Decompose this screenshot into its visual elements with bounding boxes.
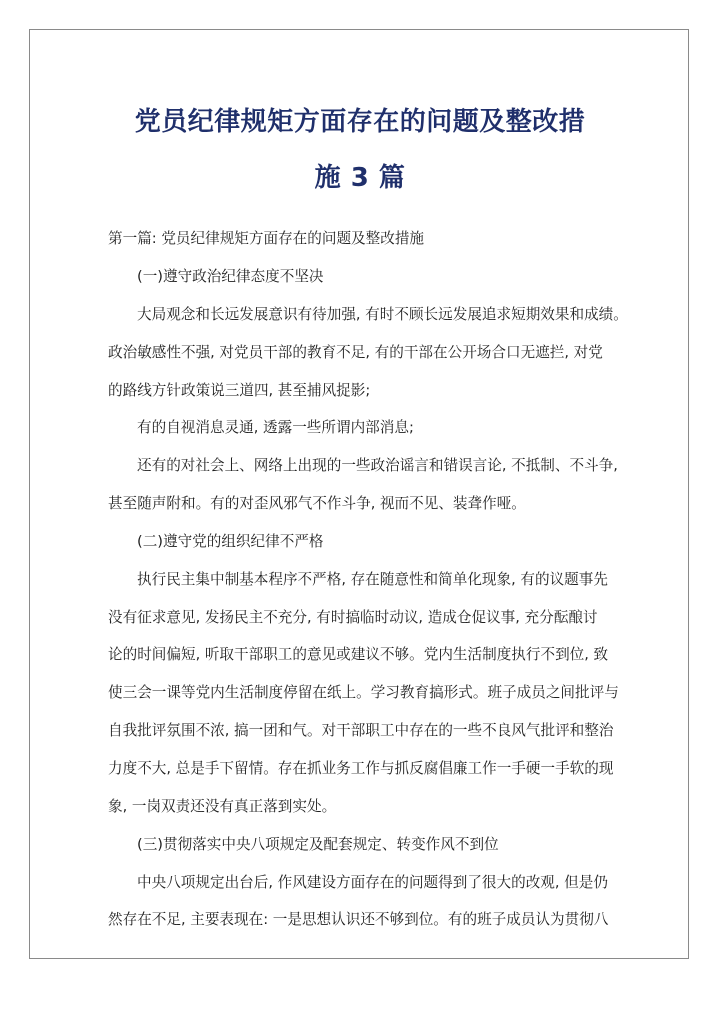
subheading-organizational-discipline: (二)遵守党的组织纪律不严格 [137, 533, 324, 550]
paragraph-line: 然存在不足, 主要表现在: 一是思想认识还不够到位。有的班子成员认为贯彻八 [108, 911, 609, 928]
paragraph-line: 中央八项规定出台后, 作风建设方面存在的问题得到了很大的改观, 但是仍 [137, 874, 608, 891]
paragraph-line: 有的自视消息灵通, 透露一些所谓内部消息; [137, 419, 414, 436]
paragraph-line: 力度不大, 总是手下留情。存在抓业务工作与抓反腐倡廉工作一手硬一手软的现 [108, 760, 614, 777]
document-title-line-2: 施 3 篇 [314, 163, 406, 193]
paragraph-line: 政治敏感性不强, 对党员干部的教育不足, 有的干部在公开场合口无遮拦, 对党 [108, 344, 603, 361]
subheading-political-discipline: (一)遵守政治纪律态度不坚决 [137, 268, 324, 285]
paragraph-line: 没有征求意见, 发扬民主不充分, 有时搞临时动议, 造成仓促议事, 充分酝酿讨 [108, 609, 598, 626]
paragraph-line: 甚至随声附和。有的对歪风邪气不作斗争, 视而不见、装聋作哑。 [108, 495, 526, 512]
paragraph-line: 使三会一课等党内生活制度停留在纸上。学习教育搞形式。班子成员之间批评与 [108, 684, 619, 701]
subheading-eight-regulations: (三)贯彻落实中央八项规定及配套规定、转变作风不到位 [137, 836, 499, 853]
section-heading-first-article: 第一篇: 党员纪律规矩方面存在的问题及整改措施 [108, 230, 425, 247]
paragraph-line: 的路线方针政策说三道四, 甚至捕风捉影; [108, 382, 371, 399]
paragraph-line: 论的时间偏短, 听取干部职工的意见或建议不够。党内生活制度执行不到位, 致 [108, 646, 609, 663]
paragraph-line: 还有的对社会上、网络上出现的一些政治谣言和错误言论, 不抵制、不斗争, [137, 457, 618, 474]
document-title-line-1: 党员纪律规矩方面存在的问题及整改措 [134, 107, 586, 137]
paragraph-line: 象, 一岗双责还没有真正落到实处。 [108, 798, 337, 815]
paragraph-line: 执行民主集中制基本程序不严格, 存在随意性和简单化现象, 有的议题事先 [137, 571, 608, 588]
paragraph-line: 自我批评氛围不浓, 搞一团和气。对干部职工中存在的一些不良风气批评和整治 [108, 722, 614, 739]
paragraph-line: 大局观念和长远发展意识有待加强, 有时不顾长远发展追求短期效果和成绩。 [137, 306, 628, 323]
